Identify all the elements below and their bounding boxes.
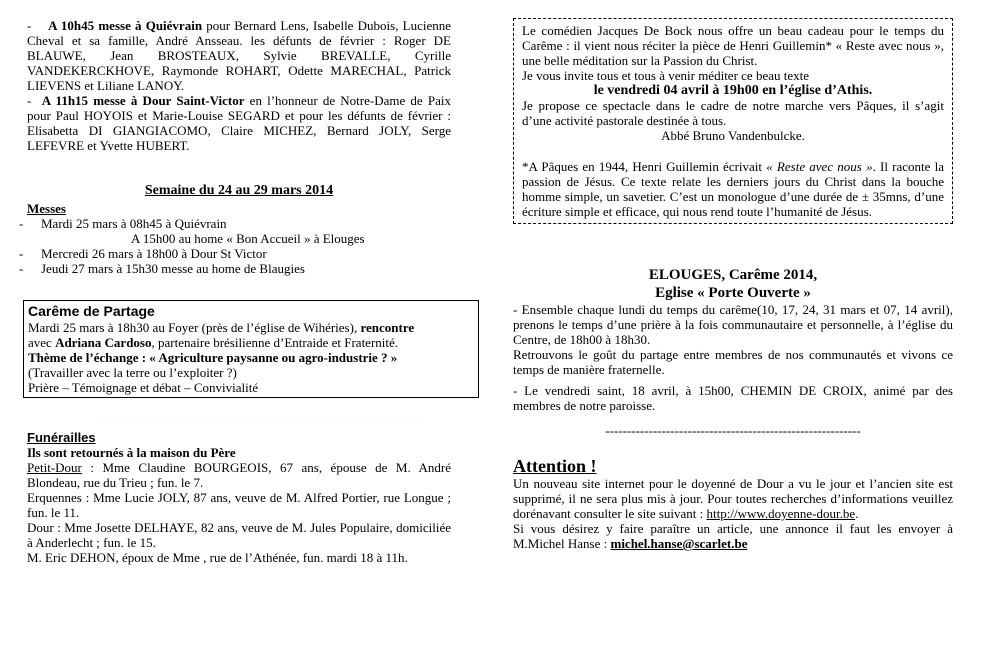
attention-body: Un nouveau site internet pour le doyenné de Dour a vu le jour et l’ancien site est supprimé, il ne sera plus mis à jour. Pour toutes recherches d’informations veuillez dorénavant consulter le site suivant :	[513, 476, 953, 521]
elouges-separator: -----------------------------------------------------------	[605, 423, 861, 438]
careme-line2-text: avec	[28, 335, 56, 350]
right-column	[513, 18, 953, 551]
left-column	[27, 18, 451, 565]
elouges-title: ELOUGES, Carême 2014,	[648, 267, 818, 283]
careme-title: Carême de Partage	[28, 303, 155, 319]
funeral-entry: Dour : Mme Josette DELHAYE, 82 ans, veuve de M. Jules Populaire, domiciliée à Anderlecht ; fun. le 15.	[27, 520, 451, 550]
careme-footer: Prière – Témoignage et débat – Convivialité	[28, 380, 259, 395]
mass-quievrain: - A 10h45 messe à Quiévrain pour Bernard Lens, Isabelle Dubois, Lucienne Cheval et sa famille, André Ansseau. les défunts de février : Roger DE BLAUWE, Jean BROSTEAUX, Sylvie BREVALLE, Cyrille VANDEKERCKHOVE, Raymonde ROHART, Odette MARECHAL, Patrick LIEVENS et Liliane LANOY.	[27, 18, 451, 93]
website-link[interactable]: http://www.doyenne-dour.be	[706, 506, 856, 521]
bock-note-title: « Reste avec nous »	[766, 159, 873, 174]
careme-line1-text: Mardi 25 mars à 18h30 au Foyer (près de l’église de Wihéries),	[28, 320, 361, 335]
mass-quievrain-text: pour Bernard Lens, Isabelle Dubois, Lucienne Cheval et sa famille, André Ansseau. les défunts de février : Roger DE BLAUWE, Jean BROSTEAUX, Sylvie BREVALLE, Cyrille VANDEKERCKHOVE, Raymonde ROHART, Odette MARECHAL, Patrick LIEVENS et Liliane LANOY.	[27, 18, 451, 93]
bock-sign: Abbé Bruno Vandenbulcke.	[661, 128, 805, 143]
careme-sub: (Travailler avec la terre ou l’exploiter ?)	[28, 365, 237, 380]
attention-title: Attention !	[513, 456, 597, 476]
list-item: - Jeudi 27 mars à 15h30 messe au home de Blaugies	[27, 261, 451, 276]
funerals-separator: ___________________________________________________	[95, 414, 427, 424]
careme-line1-bold: rencontre	[360, 320, 415, 335]
funeral-place: Petit-Dour	[27, 460, 82, 475]
mass-dour-lead: A 11h15 messe à Dour Saint-Victor	[41, 93, 245, 108]
elouges-p2: Retrouvons le goût du partage entre membres de nos communautés et vivons ce temps de manière fraternelle.	[513, 347, 953, 377]
bock-p1: Le comédien Jacques De Bock nous offre un beau cadeau pour le temps du Carême : il vient nous réciter la pièce de Henri Guillemin* « Reste avec nous », une belle méditation sur la Passion du Christ.	[522, 23, 944, 68]
mass-quievrain-lead: A 10h45 messe à Quiévrain	[48, 18, 203, 33]
bock-note-text: *A Pâques en 1944, Henri Guillemin écrivait	[522, 159, 767, 174]
bock-box	[513, 18, 953, 224]
funeral-text: : Mme Claudine BOURGEOIS, 67 ans, épouse de M. André Blondeau, rue du Trieu ; fun. le 7.	[27, 460, 451, 490]
messes-list	[27, 216, 451, 276]
attention-text: Un nouveau site internet pour le doyenné de Dour a vu le jour et l’ancien site est supprimé, il ne sera plus mis à jour. Pour toutes recherches d’informations veuillez dorénavant consulter le site suivant : http://www.doyenne-dour.be.	[513, 476, 953, 521]
bock-note	[522, 159, 944, 219]
attention-text2	[513, 521, 953, 551]
bock-p2: Je vous invite tous et tous à venir méditer ce beau texte	[522, 68, 809, 83]
mass-dour-text: en l’honneur de Notre-Dame de Paix pour Paul HOYOIS et Marie-Louise SEGARD et pour les défunts de février : Elisabetta DI GIANGIACOMO, Claire MICHEZ, Bernard JOLY, Serge LEFEVRE et Yvette HUBERT.	[27, 93, 451, 153]
funeral-entry	[27, 460, 451, 490]
bock-date: le vendredi 04 avril à 19h00 en l’église d’Athis.	[593, 83, 873, 98]
careme-box	[23, 300, 479, 398]
week-title: Semaine du 24 au 29 mars 2014	[144, 183, 334, 198]
elouges-p1: - Ensemble chaque lundi du temps du carême(10, 17, 24, 31 mars et 07, 14 avril), prenons le temps d’une prière à la fois communautaire et personnelle, à l’église du Centre, de 18h00 à 18h30.	[513, 302, 953, 347]
funerals-subtitle: Ils sont retournés à la maison du Père	[27, 445, 236, 460]
careme-theme: Thème de l’échange : « Agriculture paysanne ou agro-industrie ? »	[28, 350, 398, 365]
messes-label: Messes	[27, 201, 66, 216]
funeral-entry: M. Eric DEHON, époux de Mme , rue de l’Athénée, fun. mardi 18 à 11h.	[27, 550, 408, 565]
mass-dour: - A 11h15 messe à Dour Saint-Victor en l’honneur de Notre-Dame de Paix pour Paul HOYOIS et Marie-Louise SEGARD et pour les défunts de février : Elisabetta DI GIANGIACOMO, Claire MICHEZ, Bernard JOLY, Serge LEFEVRE et Yvette HUBERT.	[27, 93, 451, 153]
funerals-title: Funérailles	[27, 430, 96, 445]
careme-line2-rest: , partenaire brésilienne d’Entraide et Fraternité.	[151, 335, 399, 350]
list-item: - Mercredi 26 mars à 18h00 à Dour St Victor	[27, 246, 451, 261]
attention-body2: Si vous désirez y faire paraître un article, une annonce il faut les envoyer à M.Michel Hanse :	[513, 521, 953, 551]
email-link[interactable]: michel.hanse@scarlet.be	[610, 536, 748, 551]
careme-partner: Adriana Cardoso	[55, 335, 152, 350]
list-item: A 15h00 au home « Bon Accueil » à Elouges	[131, 231, 365, 246]
list-item: - Mardi 25 mars à 08h45 à Quiévrain	[27, 216, 451, 231]
elouges-p3: - Le vendredi saint, 18 avril, à 15h00, CHEMIN DE CROIX, animé par des membres de notre paroisse.	[513, 383, 953, 413]
careme-line2	[28, 335, 474, 350]
elouges-subtitle: Eglise « Porte Ouverte »	[655, 285, 811, 301]
bock-p3: Je propose ce spectacle dans le cadre de notre marche vers Pâques, il s’agit d’une activité pastorale destinée à tous.	[522, 98, 944, 128]
careme-line1	[28, 320, 474, 335]
bock-note-rest: . Il raconte la passion de Jésus. Ce texte relate les derniers jours du Christ dans la bouche homme simple, un savetier. C’est un monologue d’une durée de ± 35mns, d’une écriture simple et efficace, qui nous rend toute l’humanité de Jésus.	[522, 159, 945, 219]
funeral-entry: Erquennes : Mme Lucie JOLY, 87 ans, veuve de M. Alfred Portier, rue Longue ; fun. le 11.	[27, 490, 451, 520]
